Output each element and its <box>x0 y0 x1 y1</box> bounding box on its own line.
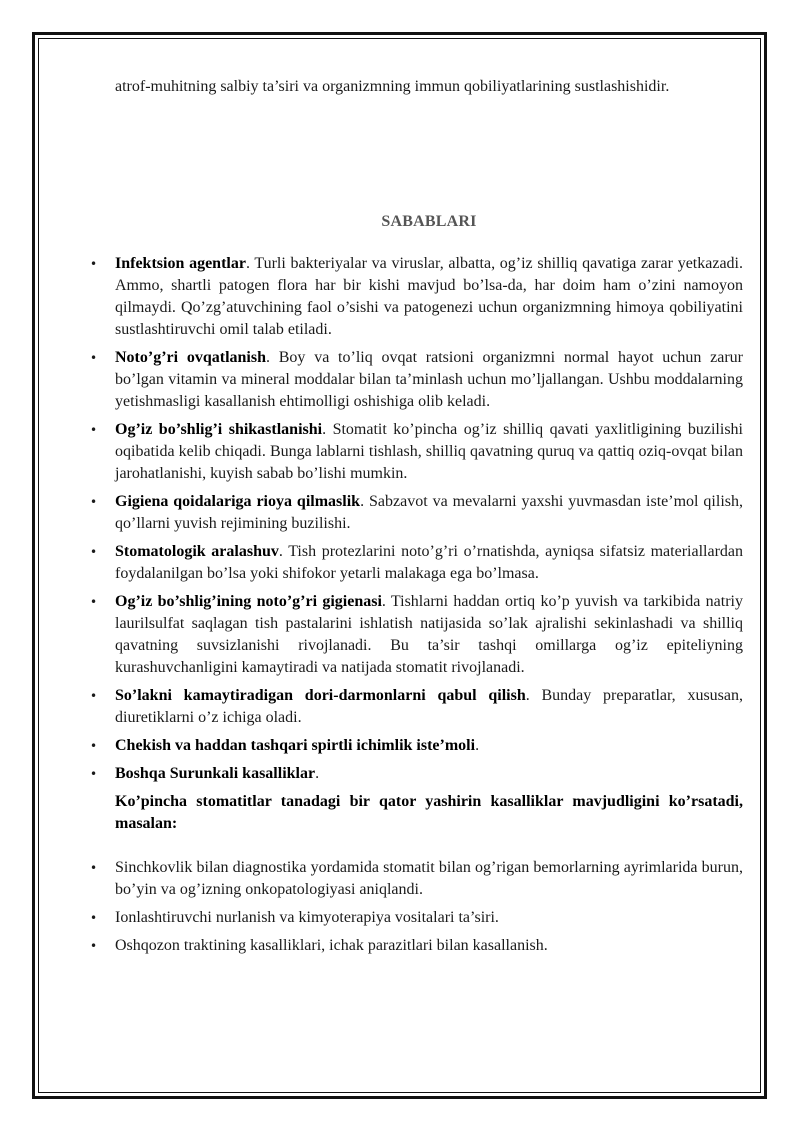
causes-list <box>90 253 744 785</box>
item-title: Boshqa Surunkali kasalliklar <box>115 765 316 782</box>
item-title: Og’iz bo’shlig’ining noto’g’ri gigienasi <box>115 593 382 610</box>
item-title: So’lakni kamaytiradigan dori-darmonlarni qabul qilish <box>115 687 526 704</box>
item-text: . <box>475 737 480 754</box>
list-item <box>90 591 743 679</box>
item-text: . Turli bakteriyalar va viruslar, albatta, og’iz shilliq qavatiga zarar yetkazadi. Ammo, shartli patogen flora har bir kishi mavjud bo’lsa-da, har doim ham o’zini namoyon qilmaydi. Qo’zg’atuvchining faol o’sishi va patogenezi uchun organizmning himoya qobiliyatini sustlashtiruvchi omil talab etiladi. <box>115 255 743 338</box>
item-title: Gigiena qoidalariga rioya qilmaslik <box>115 493 361 510</box>
item-text: . Tish protezlarini noto’g’ri o’rnatishda, ayniqsa sifatsiz materiallardan foydalanilgan bo’lsa yoki shifokor yetarli malakaga ega bo’lmasa. <box>115 543 743 582</box>
bullet-icon: • <box>90 739 98 753</box>
bullet-icon: • <box>90 423 98 437</box>
list-item <box>90 935 743 957</box>
bullet-icon: • <box>90 767 98 781</box>
item-text: . Tishlarni haddan ortiq ko’p yuvish va tarkibida natriy laurilsulfat saqlagan tish pastalarini ishlatish natijasida so’lak ajralishi sekinlashadi va shilliq qavatning suvsizlanishi rivojlanadi. Bu ta’sir tashqi omillarga og’iz epiteliyning kurashuvchanligini kamaytiradi va natijada stomatit rivojlanadi. <box>115 593 743 676</box>
list-item <box>90 253 743 341</box>
bullet-icon: • <box>90 595 98 609</box>
item-text: Oshqozon traktining kasalliklari, ichak parazitlari bilan kasallanish. <box>115 937 548 954</box>
list-item <box>90 685 744 729</box>
bullet-icon: • <box>90 939 98 953</box>
list-item <box>90 541 743 585</box>
intro-paragraph: atrof-muhitning salbiy ta’siri va organizmning immun qobiliyatlarining sustlashishidir. <box>115 78 670 95</box>
list-item <box>90 419 743 485</box>
summary-paragraph: Ko’pincha stomatitlar tanadagi bir qator yashirin kasalliklar mavjudligini ko’rsatadi, masalan: <box>115 793 743 832</box>
list-item <box>90 735 743 757</box>
item-text: . Sabzavot va mevalarni yaxshi yuvmasdan iste’mol qilish, qo’llarni yuvish rejimining buzilishi. <box>115 493 743 532</box>
bullet-icon: • <box>90 545 98 559</box>
examples-list <box>90 857 743 957</box>
item-title: Og’iz bo’shlig’i shikastlanishi <box>115 421 323 438</box>
list-item <box>90 491 743 535</box>
list-item <box>90 907 743 929</box>
bullet-icon: • <box>90 911 98 925</box>
item-text: . <box>315 765 320 782</box>
item-title: Noto’g’ri ovqatlanish <box>115 349 266 366</box>
bullet-icon: • <box>90 495 98 509</box>
item-text: . Bunday preparatlar, xususan, diuretiklarni o’z ichiga oladi. <box>115 687 744 726</box>
list-item <box>90 347 743 413</box>
bullet-icon: • <box>90 351 98 365</box>
list-item <box>90 763 743 785</box>
list-item <box>90 857 743 901</box>
document-body <box>90 76 744 963</box>
item-title: Infektsion agentlar <box>115 255 246 272</box>
item-text: Ionlashtiruvchi nurlanish va kimyoterapiya vositalari ta’siri. <box>115 909 499 926</box>
item-text: Sinchkovlik bilan diagnostika yordamida stomatit bilan og’rigan bemorlarning ayrimlarida burun, bo’yin va og’izning onkopatologiyasi aniqlandi. <box>115 859 743 898</box>
item-title: Chekish va haddan tashqari spirtli ichimlik iste’moli <box>115 737 476 754</box>
bullet-icon: • <box>90 257 98 271</box>
item-text: . Stomatit ko’pincha og’iz shilliq qavati yaxlitligining buzilishi oqibatida kelib chiqadi. Bunga lablarni tishlash, shilliq qavatning quruq va qattiq oziq-ovqat bilan jarohatlanishi, kuyish sabab bo’lishi mumkin. <box>115 421 743 482</box>
section-heading: SABABLARI <box>381 213 477 230</box>
bullet-icon: • <box>90 861 98 875</box>
item-title: Stomatologik aralashuv <box>115 543 279 560</box>
item-text: . Boy va to’liq ovqat ratsioni organizmni normal hayot uchun zarur bo’lgan vitamin va mineral moddalar bilan ta’minlash uchun mo’ljallangan. Ushbu moddalarning yetishmasligi kasallanish ehtimolligi oshishiga olib keladi. <box>115 349 743 410</box>
bullet-icon: • <box>90 689 98 703</box>
